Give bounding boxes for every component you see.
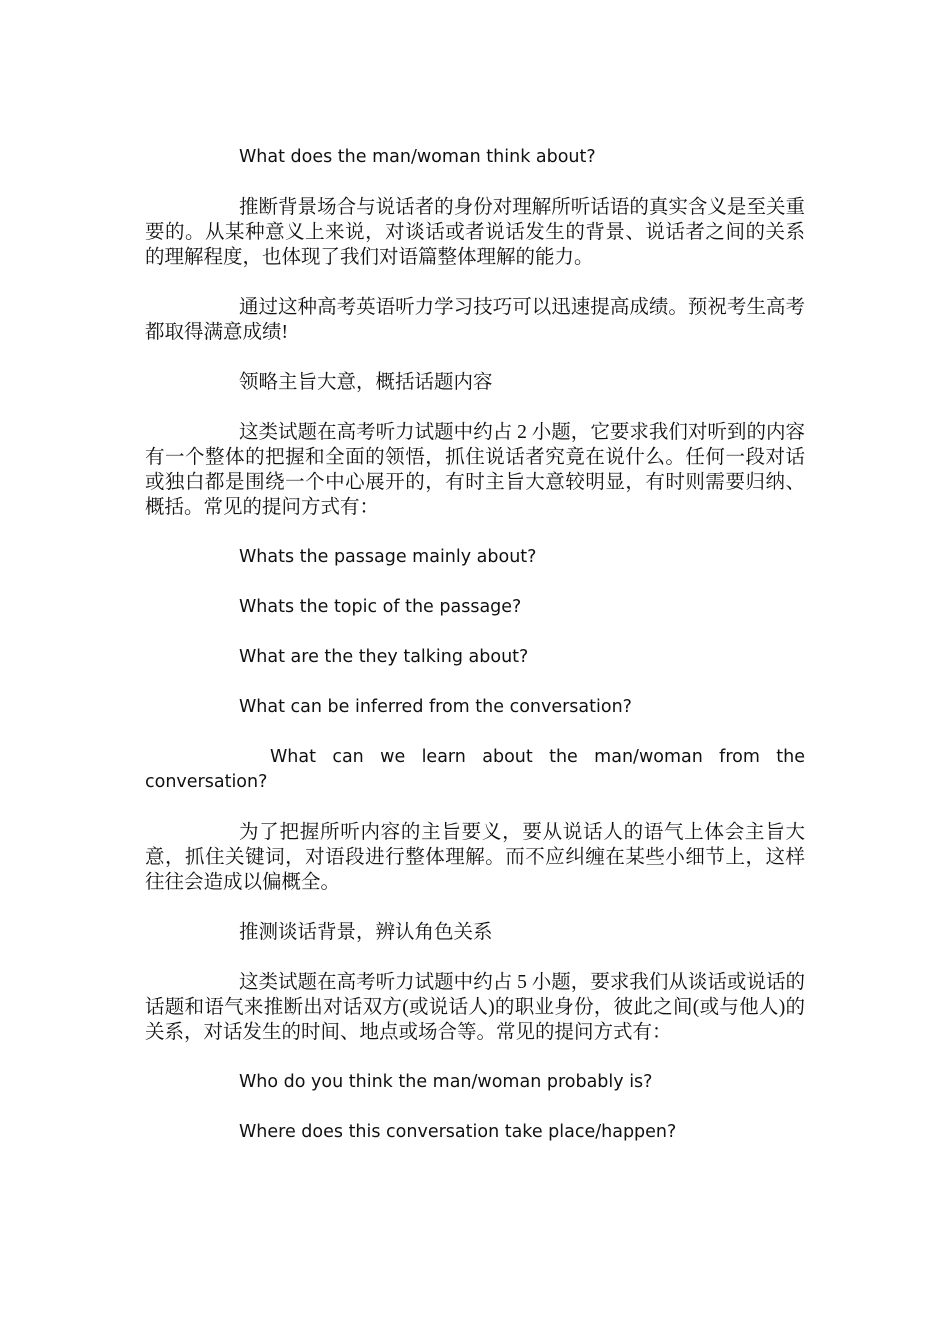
question-example-topic: Whats the topic of the passage?	[239, 597, 522, 617]
question-example-learn-about: What can we learn about the man/woman from the conversation?	[145, 747, 805, 792]
paragraph-background-description: 这类试题在高考听力试题中约占 5 小题，要求我们从谈话或说话的话题和语气来推断出对话双方(或说话人)的职业身份，彼此之间(或与他人)的关系，对话发生的时间、地点或场合等。常见的提问方式有：	[145, 972, 805, 1043]
question-example-talking-about: What are the they talking about?	[239, 647, 529, 667]
question-example-think-about: What does the man/woman think about?	[239, 147, 596, 167]
question-example-who: Who do you think the man/woman probably is?	[239, 1072, 653, 1092]
question-example-inferred: What can be inferred from the conversation?	[239, 697, 632, 717]
paragraph-main-idea-description: 这类试题在高考听力试题中约占 2 小题，它要求我们对听到的内容有一个整体的把握和全面的领悟，抓住说话者究竟在说什么。任何一段对话或独白都是围绕一个中心展开的，有时主旨大意较明显，有时则需要归纳、概括。常见的提问方式有：	[145, 422, 805, 518]
question-example-where: Where does this conversation take place/happen?	[239, 1122, 677, 1142]
document-page	[145, 145, 805, 1170]
paragraph-wish-success: 通过这种高考英语听力学习技巧可以迅速提高成绩。预祝考生高考都取得满意成绩!	[145, 297, 805, 343]
section-heading-background-roles: 推测谈话背景，辨认角色关系	[239, 922, 493, 943]
question-example-passage-about: Whats the passage mainly about?	[239, 547, 537, 567]
section-heading-main-idea: 领略主旨大意，概括话题内容	[239, 372, 493, 393]
paragraph-main-idea-tips: 为了把握所听内容的主旨要义，要从说话人的语气上体会主旨大意，抓住关键词，对语段进行整体理解。而不应纠缠在某些小细节上，这样往往会造成以偏概全。	[145, 822, 805, 893]
paragraph-background-importance: 推断背景场合与说话者的身份对理解所听话语的真实含义是至关重要的。从某种意义上来说，对谈话或者说话发生的背景、说话者之间的关系的理解程度，也体现了我们对语篇整体理解的能力。	[145, 197, 805, 268]
